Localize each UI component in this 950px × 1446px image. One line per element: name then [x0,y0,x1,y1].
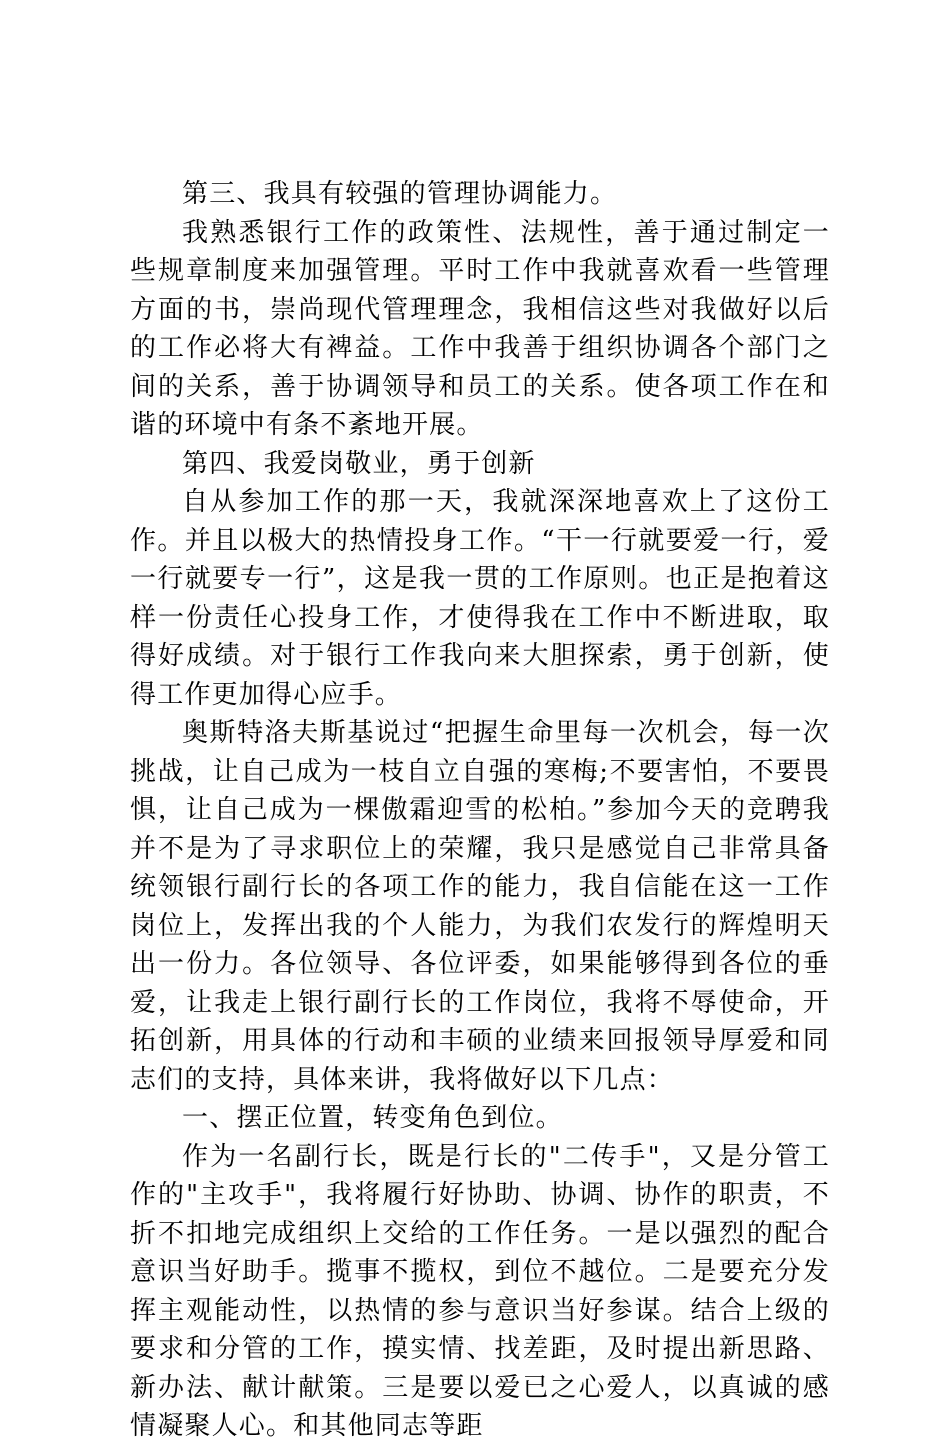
document-body [130,175,830,1446]
section-heading-plan-1: 一、摆正位置，转变角色到位。 [182,1103,563,1133]
paragraph-dedication: 自从参加工作的那一天，我就深深地喜欢上了这份工作。并且以极大的热情投身工作。“干一行就要爱一行，爱一行就要专一行”，这是我一贯的工作原则。也正是抱着这样一份责任心投身工作，才使得我在工作中不断进取，取得好成绩。对于银行工作我向来大胆探索，勇于创新，使得工作更加得心应手。 [130,487,830,710]
paragraph-role: 作为一名副行长，既是行长的"二传手"，又是分管工作的"主攻手"，我将履行好协助、协调、协作的职责，不折不扣地完成组织上交给的工作任务。一是以强烈的配合意识当好助手。揽事不揽权，到位不越位。二是要充分发挥主观能动性，以热情的参与意识当好参谋。结合上级的要求和分管的工作，摸实情、找差距，及时提出新思路、新办法、献计献策。三是要以爱已之心爱人，以真诚的感情凝聚人心。和其他同志等距 [130,1141,830,1441]
section-heading-3: 第三、我具有较强的管理协调能力。 [182,179,618,209]
section-heading-4: 第四、我爱岗敬业，勇于创新 [182,448,536,479]
paragraph-quote: 奥斯特洛夫斯基说过“把握生命里每一次机会，每一次挑战，让自己成为一枝自立自强的寒梅;不要害怕，不要畏惧，让自己成为一棵傲霜迎雪的松柏。”参加今天的竞聘我并不是为了寻求职位上的荣耀，我只是感觉自己非常具备统领银行副行长的各项工作的能力，我自信能在这一工作岗位上，发挥出我的个人能力，为我们农发行的辉煌明天出一份力。各位领导、各位评委，如果能够得到各位的垂爱，让我走上银行副行长的工作岗位，我将不辱使命，开拓创新，用具体的行动和丰硕的业绩来回报领导厚爱和同志们的支持，具体来讲，我将做好以下几点： [130,718,830,1095]
paragraph-management: 我熟悉银行工作的政策性、法规性，善于通过制定一些规章制度来加强管理。平时工作中我就喜欢看一些管理方面的书，崇尚现代管理理念，我相信这些对我做好以后的工作必将大有裨益。工作中我善于组织协调各个部门之间的关系，善于协调领导和员工的关系。使各项工作在和谐的环境中有条不紊地开展。 [130,217,830,440]
